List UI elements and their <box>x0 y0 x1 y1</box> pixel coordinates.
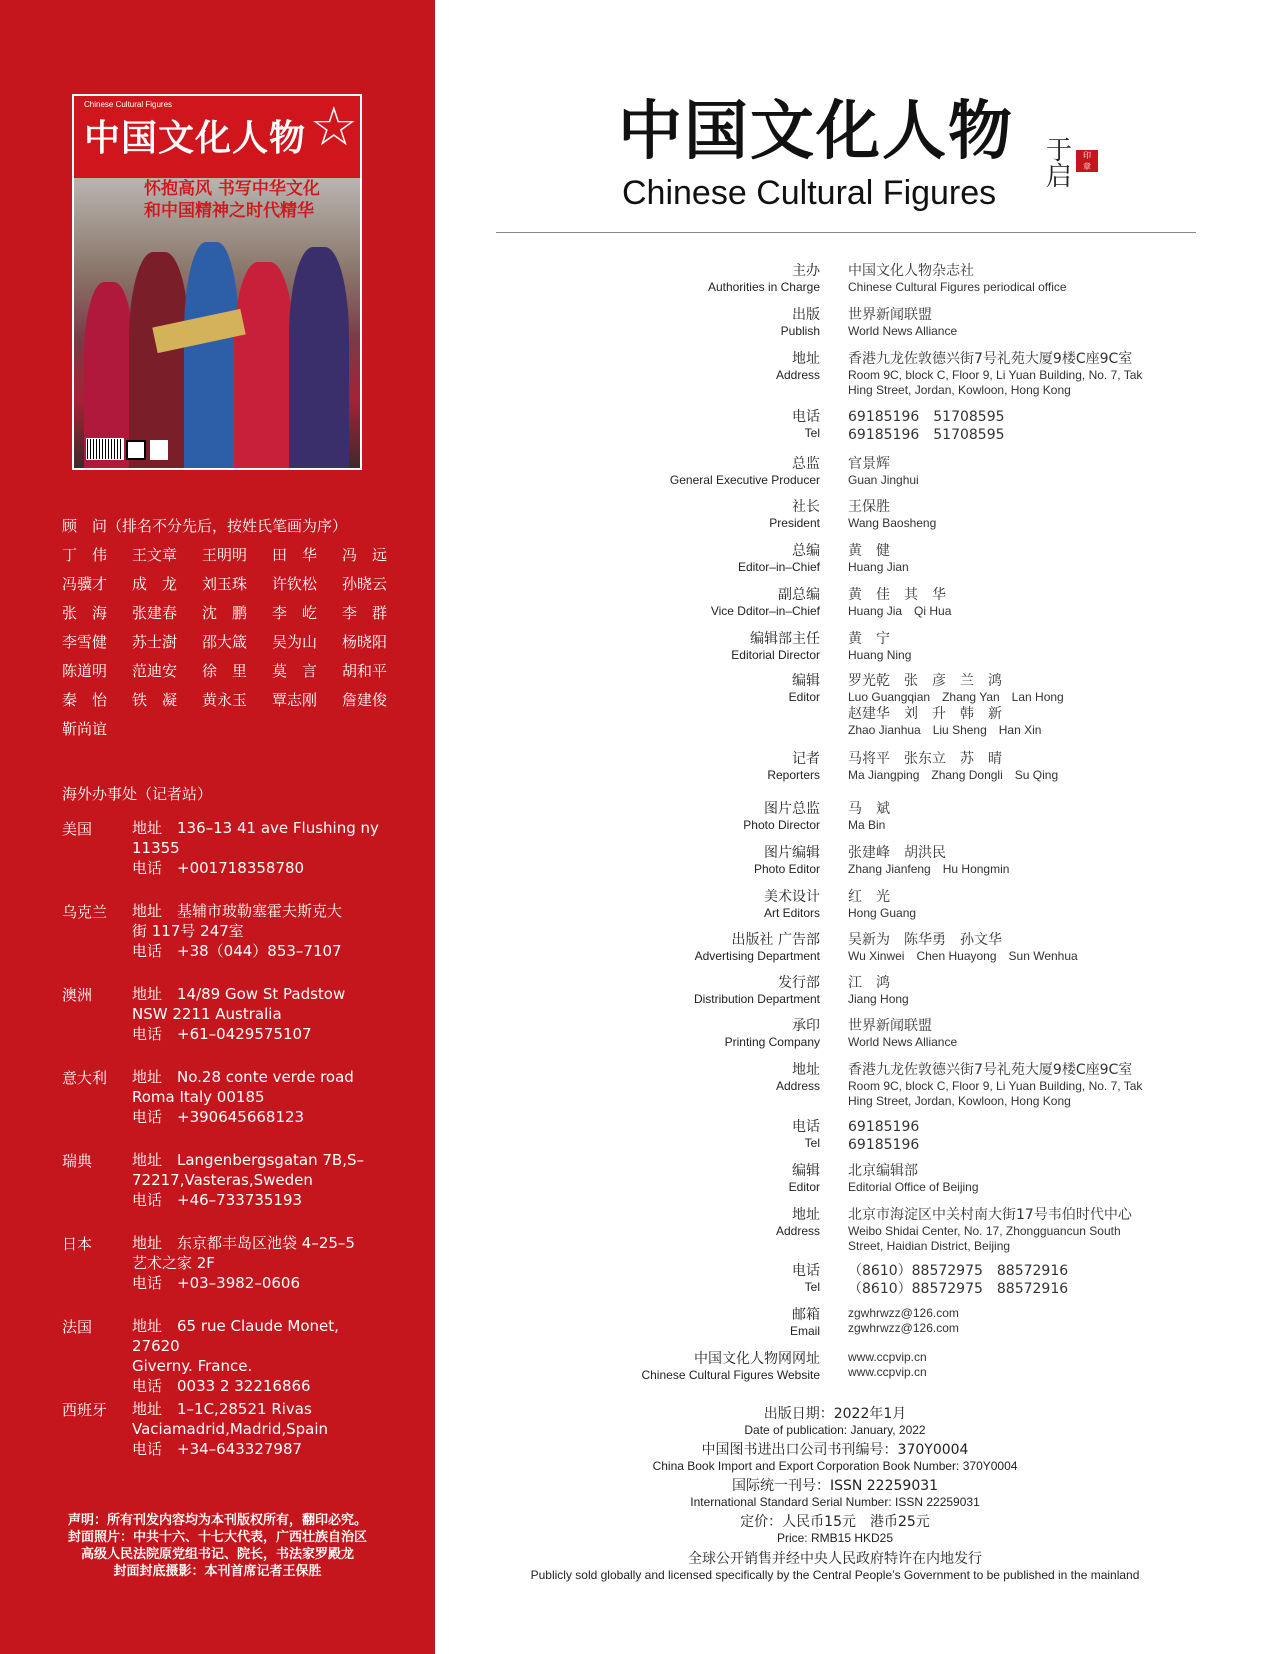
role-cn: 编辑 <box>792 673 820 689</box>
advisor-name: 陈道明 <box>62 662 108 680</box>
advisor-name: 黄永玉 <box>201 691 247 709</box>
role-cn: 电话 <box>792 1263 820 1279</box>
role-cn: 编辑 <box>792 1163 820 1179</box>
staff-role <box>764 888 820 921</box>
role-en: Address <box>775 1224 820 1238</box>
staff-role <box>738 542 820 575</box>
value-line: 69185196 <box>848 1119 920 1135</box>
advisor-name: 李 屹 <box>271 604 317 622</box>
staff-value <box>848 1162 979 1195</box>
role-cn: 中国文化人物网网址 <box>694 1351 820 1367</box>
role-en: Tel <box>804 1280 820 1294</box>
office-line: 地址 136–13 41 ave Flushing ny <box>132 819 379 837</box>
publication-cn: 中国图书进出口公司书刊编号：370Y0004 <box>701 1442 969 1458</box>
staff-role <box>781 306 820 339</box>
notice <box>0 1512 435 1580</box>
value-line: Jiang Hong <box>848 992 909 1006</box>
value-line: Room 9C, block C, Floor 9, Li Yuan Building, No. 7, Tak <box>848 1079 1143 1093</box>
advisor-name: 王明明 <box>201 546 247 564</box>
calligraphy-signature: 于 启 <box>1046 136 1073 192</box>
publication-en: Price: RMB15 HKD25 <box>776 1531 894 1545</box>
publication-en: Date of publication: January, 2022 <box>744 1423 926 1437</box>
role-cn: 美术设计 <box>764 889 820 905</box>
role-cn: 社长 <box>792 499 820 515</box>
staff-role <box>776 1206 820 1239</box>
value-line: 69185196 51708595 <box>848 427 1005 443</box>
role-en: Editor <box>788 1180 820 1194</box>
value-line: 黄 宁 <box>848 631 890 647</box>
offices-title: 海外办事处（记者站） <box>62 785 213 803</box>
role-cn: 邮箱 <box>792 1307 820 1323</box>
staff-role <box>708 262 820 295</box>
office-country: 澳洲 <box>62 986 93 1004</box>
value-line: Wang Baosheng <box>848 516 937 530</box>
office-line: 地址 东京都丰岛区池袋 4–25–5 <box>132 1234 355 1252</box>
advisor-name: 杨晓阳 <box>341 633 387 651</box>
staff-value <box>848 800 890 833</box>
value-line: 中国文化人物杂志社 <box>848 263 974 279</box>
cover-en-title: Chinese Cultural Figures <box>84 100 173 109</box>
role-cn: 地址 <box>792 351 820 367</box>
value-line: 香港九龙佐敦德兴街7号礼苑大厦9楼C座9C室 <box>848 1062 1133 1078</box>
role-en: Tel <box>804 426 820 440</box>
staff-value <box>848 844 1009 877</box>
value-line: Room 9C, block C, Floor 9, Li Yuan Building, No. 7, Tak <box>848 368 1143 382</box>
staff-role <box>767 750 820 783</box>
value-line: 黄 健 <box>848 543 890 559</box>
office-country: 美国 <box>62 820 93 838</box>
value-line: 红 光 <box>848 889 890 905</box>
value-line: Guan Jinghui <box>848 473 919 487</box>
staff-role <box>776 350 820 383</box>
role-en: Chinese Cultural Figures Website <box>641 1368 820 1382</box>
role-cn: 出版社 广告部 <box>731 932 820 948</box>
star-icon: ☆ <box>309 95 358 158</box>
cover-slogan-line1: 怀抱高风 书写中华文化 <box>144 179 320 199</box>
advisor-name: 沈 鹏 <box>201 604 247 622</box>
advisor-name: 徐 里 <box>201 662 247 680</box>
advisor-name: 孙晓云 <box>341 575 387 593</box>
office-details <box>132 818 390 878</box>
role-cn: 地址 <box>792 1062 820 1078</box>
staff-value <box>848 931 1078 964</box>
office-line: 地址 65 rue Claude Monet, 27620 <box>132 1317 339 1355</box>
value-line: www.ccpvip.cn <box>848 1365 927 1379</box>
role-cn: 图片总监 <box>764 801 820 817</box>
publication-cn: 定价：人民币15元 港币25元 <box>740 1514 930 1530</box>
staff-value <box>848 262 1067 295</box>
staff-value <box>848 306 957 339</box>
staff-role <box>792 1118 820 1151</box>
divider <box>496 232 1196 233</box>
advisor-row <box>62 544 387 565</box>
staff-role <box>789 1162 820 1195</box>
badge-icon <box>150 440 168 460</box>
value-line: Ma Bin <box>848 818 886 832</box>
office-line: 艺术之家 2F <box>132 1254 215 1272</box>
advisor-name: 詹建俊 <box>341 691 387 709</box>
staff-role <box>776 1061 820 1094</box>
value-line: 马 斌 <box>848 801 890 817</box>
value-line: Chinese Cultural Figures periodical office <box>848 280 1067 294</box>
office-details <box>132 901 390 961</box>
value-line: Weibo Shidai Center, No. 17, Zhongguancun South <box>848 1224 1121 1238</box>
staff-role <box>641 1350 820 1383</box>
publication-line <box>440 1550 1230 1583</box>
role-en: Address <box>775 1079 820 1093</box>
role-en: Art Editors <box>763 906 820 920</box>
advisor-row <box>62 718 387 739</box>
advisor-name: 张建春 <box>131 604 177 622</box>
role-cn: 记者 <box>792 751 820 767</box>
staff-value <box>848 1061 1142 1109</box>
role-en: President <box>769 516 820 530</box>
advisor-name: 范迪安 <box>131 662 177 680</box>
cover-slogan-line2: 和中国精神之时代精华 <box>144 201 314 221</box>
staff-role <box>725 1017 820 1050</box>
role-en: Photo Editor <box>753 862 820 876</box>
office-country: 西班牙 <box>62 1401 108 1419</box>
value-line: 香港九龙佐敦德兴街7号礼苑大厦9楼C座9C室 <box>848 351 1133 367</box>
staff-role <box>711 586 820 619</box>
staff-role <box>754 844 820 877</box>
office-line: 电话 +390645668123 <box>132 1108 305 1126</box>
advisor-name: 李雪健 <box>62 633 108 651</box>
staff-value <box>848 408 1005 444</box>
office-line: 电话 +38（044）853–7107 <box>132 942 342 960</box>
advisor-name: 冯 远 <box>341 546 387 564</box>
role-cn: 总监 <box>792 456 820 472</box>
advisor-name: 丁 伟 <box>62 546 108 564</box>
staff-role <box>743 800 820 833</box>
staff-value <box>848 750 1058 783</box>
office-country: 乌克兰 <box>62 903 108 921</box>
office-details <box>132 1067 390 1127</box>
staff-value <box>848 1118 919 1154</box>
value-line: Ma Jiangping Zhang Dongli Su Qing <box>848 768 1059 782</box>
value-line: Wu Xinwei Chen Huayong Sun Wenhua <box>848 949 1078 963</box>
advisors-title: 顾 问（排名不分先后，按姓氏笔画为序） <box>62 517 348 535</box>
role-en: Editor <box>788 690 820 704</box>
publication-line <box>440 1441 1230 1474</box>
advisor-name: 刘玉珠 <box>201 575 247 593</box>
publication-cn: 全球公开销售并经中央人民政府特许在内地发行 <box>688 1551 982 1567</box>
staff-value <box>848 350 1142 398</box>
value-line: 北京市海淀区中关村南大街17号韦伯时代中心 <box>848 1207 1132 1223</box>
advisor-name: 张 海 <box>62 604 108 622</box>
office-country: 意大利 <box>62 1069 108 1087</box>
publication-cn: 国际统一刊号：ISSN 22259031 <box>731 1478 939 1494</box>
office-line: Roma Italy 00185 <box>132 1088 265 1106</box>
value-line: Huang Jia Qi Hua <box>848 604 952 618</box>
staff-role <box>792 1262 820 1295</box>
value-line: 江 鸿 <box>848 975 890 991</box>
role-en: Tel <box>804 1136 820 1150</box>
staff-role <box>792 408 820 441</box>
office-line: 电话 +03–3982–0606 <box>132 1274 301 1292</box>
value-line: Huang Ning <box>848 648 912 662</box>
staff-role <box>789 672 820 705</box>
publication-en: Publicly sold globally and licensed specifically by the Central People’s Government to be published in the mainland <box>530 1568 1140 1582</box>
office-line: Giverny. France. <box>132 1357 253 1375</box>
staff-value <box>848 888 916 921</box>
office-line: 地址 基辅市玻勒塞霍夫斯克大 <box>132 902 343 920</box>
value-line: （8610）88572975 88572916 <box>848 1281 1069 1297</box>
office-line: 街 117号 247室 <box>132 922 244 940</box>
advisor-row <box>62 573 387 594</box>
advisor-name: 许钦松 <box>271 575 317 593</box>
advisor-row <box>62 631 387 652</box>
value-line: zgwhrwzz@126.com <box>848 1306 959 1320</box>
role-cn: 编辑部主任 <box>750 631 820 647</box>
value-line: www.ccpvip.cn <box>848 1350 927 1364</box>
role-en: Publish <box>780 324 820 338</box>
office-line: 72217,Vasteras,Sweden <box>132 1171 313 1189</box>
value-line: Huang Jian <box>848 560 909 574</box>
advisor-row <box>62 689 387 710</box>
qr-code-icon <box>126 440 146 460</box>
cover-cn-title: 中国文化人物 <box>84 117 307 159</box>
publication-line <box>440 1405 1230 1438</box>
office-line: 电话 0033 2 32216866 <box>132 1377 311 1395</box>
role-en: Distribution Department <box>693 992 820 1006</box>
staff-role <box>731 630 820 663</box>
staff-value <box>848 455 919 488</box>
publication-line <box>440 1477 1230 1510</box>
notice-line: 封面照片：中共十六、十七大代表，广西壮族自治区 <box>67 1530 367 1545</box>
office-line: NSW 2211 Australia <box>132 1005 282 1023</box>
staff-value <box>848 1306 959 1336</box>
role-en: Vice Dditor–in–Chief <box>710 604 820 618</box>
office-line: 电话 +61–0429575107 <box>132 1025 312 1043</box>
publication-line <box>440 1513 1230 1546</box>
value-line: 吴新为 陈华勇 孙文华 <box>848 932 1002 948</box>
barcode-icon <box>86 438 124 460</box>
office-details <box>132 1150 390 1210</box>
role-en: Editorial Director <box>731 648 820 662</box>
role-cn: 总编 <box>792 543 820 559</box>
publication-cn: 出版日期：2022年1月 <box>763 1406 907 1422</box>
office-line: 电话 +34–643327987 <box>132 1440 303 1458</box>
value-line: 罗光乾 张 彦 兰 鸿 <box>848 673 1002 689</box>
value-line: 69185196 <box>848 1137 920 1153</box>
role-cn: 出版 <box>792 307 820 323</box>
advisor-name: 田 华 <box>271 546 317 564</box>
notice-line: 声明：所有刊发内容均为本刊版权所有，翻印必究。 <box>67 1513 367 1528</box>
office-line: 地址 No.28 conte verde road <box>132 1068 354 1086</box>
role-en: Reporters <box>767 768 820 782</box>
cover-thumbnail <box>72 94 362 470</box>
value-line: World News Alliance <box>848 1035 958 1049</box>
advisor-row <box>62 602 387 623</box>
value-line: Street, Haidian District, Beijing <box>848 1239 1011 1253</box>
value-line: 马将平 张东立 苏 晴 <box>848 751 1002 767</box>
office-line: 电话 +001718358780 <box>132 859 305 877</box>
value-line: World News Alliance <box>848 324 958 338</box>
staff-value <box>848 1017 957 1050</box>
value-line: 赵建华 刘 升 韩 新 <box>848 706 1002 722</box>
advisor-name: 苏士澍 <box>131 633 177 651</box>
value-line: Hing Street, Jordan, Kowloon, Hong Kong <box>848 383 1071 397</box>
staff-value <box>848 586 951 619</box>
role-en: Email <box>789 1324 820 1338</box>
advisor-name: 靳尚谊 <box>62 720 108 738</box>
value-line: Hong Guang <box>848 906 917 920</box>
advisor-name: 王文章 <box>131 546 177 564</box>
value-line: （8610）88572975 88572916 <box>848 1263 1069 1279</box>
advisor-name: 覃志刚 <box>271 691 317 709</box>
publication-en: China Book Import and Export Corporation Book Number: 370Y0004 <box>652 1459 1018 1473</box>
value-line: Luo Guangqian Zhang Yan Lan Hong <box>848 690 1064 704</box>
advisor-name: 胡和平 <box>341 662 387 680</box>
value-line: Zhang Jianfeng Hu Hongmin <box>848 862 1010 876</box>
staff-role <box>694 974 820 1007</box>
advisor-name: 吴为山 <box>271 633 317 651</box>
notice-line: 高级人民法院原党组书记、院长，书法家罗殿龙 <box>80 1547 354 1562</box>
staff-value <box>848 1350 927 1380</box>
masthead-en-title: Chinese Cultural Figures <box>622 174 997 212</box>
role-cn: 发行部 <box>778 975 820 991</box>
role-en: Photo Director <box>743 818 820 832</box>
office-country: 法国 <box>62 1318 93 1336</box>
publication-en: International Standard Serial Number: ISSN 22259031 <box>690 1495 980 1509</box>
staff-value <box>848 974 909 1007</box>
role-cn: 地址 <box>792 1207 820 1223</box>
role-cn: 主办 <box>792 263 820 279</box>
value-line: 王保胜 <box>848 499 890 515</box>
staff-role <box>695 931 820 964</box>
role-en: Editor–in–Chief <box>737 560 820 574</box>
role-cn: 承印 <box>792 1018 820 1034</box>
value-line: 世界新闻联盟 <box>848 1018 932 1034</box>
value-line: zgwhrwzz@126.com <box>848 1321 959 1335</box>
value-line: 黄 佳 其 华 <box>848 587 946 603</box>
staff-value <box>848 630 911 663</box>
value-line: Zhao Jianhua Liu Sheng Han Xin <box>848 723 1042 737</box>
office-details <box>132 1316 390 1396</box>
office-country: 瑞典 <box>62 1152 93 1170</box>
office-line: 11355 <box>132 839 180 857</box>
advisor-name: 秦 怡 <box>62 691 108 709</box>
advisor-name: 莫 言 <box>271 662 317 680</box>
role-en: Authorities in Charge <box>707 280 820 294</box>
staff-value <box>848 542 909 575</box>
value-line: 北京编辑部 <box>848 1163 918 1179</box>
value-line: 张建峰 胡洪民 <box>848 845 946 861</box>
office-details <box>132 1233 390 1293</box>
role-en: Advertising Department <box>694 949 820 963</box>
office-line: 电话 +46–733735193 <box>132 1191 303 1209</box>
advisor-name: 铁 凝 <box>131 691 177 709</box>
advisor-name: 邵大箴 <box>201 633 247 651</box>
office-details <box>132 1399 390 1459</box>
role-cn: 副总编 <box>778 587 820 603</box>
staff-value <box>848 672 1064 738</box>
staff-role <box>670 455 820 488</box>
value-line: Hing Street, Jordan, Kowloon, Hong Kong <box>848 1094 1071 1108</box>
staff-role <box>790 1306 820 1339</box>
role-cn: 电话 <box>792 409 820 425</box>
advisor-row <box>62 660 387 681</box>
value-line: 69185196 51708595 <box>848 409 1005 425</box>
advisor-name: 成 龙 <box>131 575 177 593</box>
role-cn: 图片编辑 <box>764 845 820 861</box>
advisor-name: 冯骥才 <box>62 575 108 593</box>
role-en: General Executive Producer <box>669 473 820 487</box>
role-cn: 电话 <box>792 1119 820 1135</box>
role-en: Printing Company <box>724 1035 820 1049</box>
staff-value <box>848 498 936 531</box>
value-line: 世界新闻联盟 <box>848 307 932 323</box>
staff-value <box>848 1206 1132 1254</box>
left-sidebar <box>0 0 435 1654</box>
office-line: 地址 1–1C,28521 Rivas <box>132 1400 312 1418</box>
role-en: Address <box>775 368 820 382</box>
cover-slogan <box>144 178 320 222</box>
office-line: 地址 14/89 Gow St Padstow <box>132 985 346 1003</box>
advisor-name: 李 群 <box>341 604 387 622</box>
value-line: 官景辉 <box>848 456 890 472</box>
notice-line: 封面封底摄影：本刊首席记者王保胜 <box>113 1564 322 1579</box>
office-country: 日本 <box>62 1235 93 1253</box>
office-line: Vaciamadrid,Madrid,Spain <box>132 1420 329 1438</box>
staff-value <box>848 1262 1068 1298</box>
staff-role <box>769 498 820 531</box>
value-line: Editorial Office of Beijing <box>848 1180 979 1194</box>
office-line: 地址 Langenbergsgatan 7B,S– <box>132 1151 364 1169</box>
seal-stamp: 印 章 <box>1076 150 1098 172</box>
masthead-cn-title: 中国文化人物 <box>618 94 1014 169</box>
office-details <box>132 984 390 1044</box>
